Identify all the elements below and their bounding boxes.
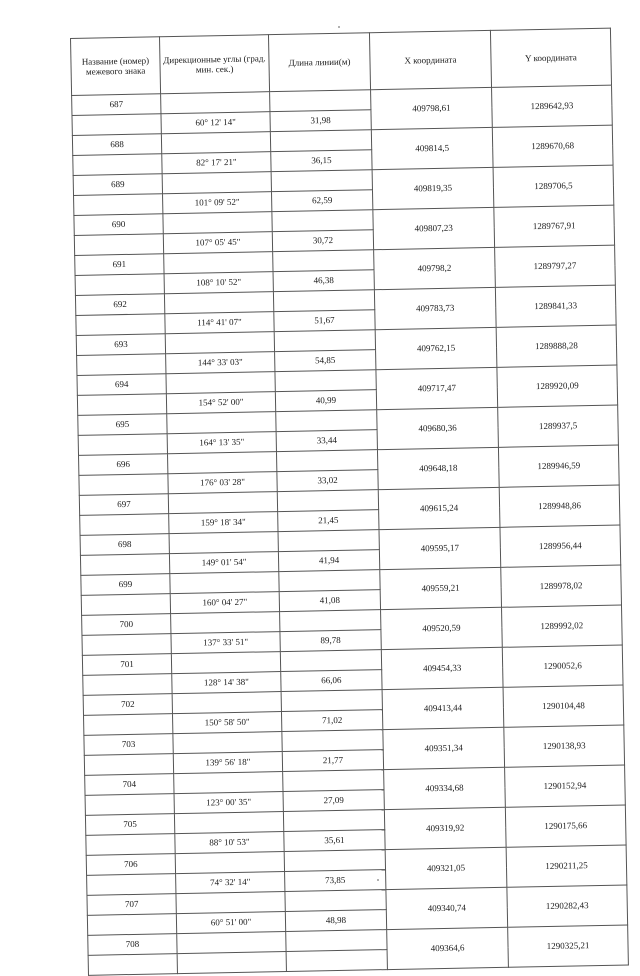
empty-cell	[272, 210, 373, 232]
direction-angle: 101° 09' 52"	[163, 192, 272, 214]
y-coordinate: 1289670,68	[492, 125, 613, 167]
x-coordinate: 409814,5	[371, 127, 493, 169]
point-name: 690	[74, 214, 163, 236]
point-name: 704	[85, 774, 174, 796]
y-coordinate: 1289797,27	[495, 245, 616, 287]
y-coordinate: 1289888,28	[496, 325, 617, 367]
empty-cell	[271, 170, 372, 192]
line-length: 30,72	[272, 230, 373, 252]
direction-angle: 123° 00' 35"	[174, 792, 283, 814]
empty-cell	[285, 890, 386, 912]
point-name: 706	[86, 854, 175, 876]
empty-cell	[175, 852, 284, 874]
direction-angle: 160° 04' 27"	[170, 592, 279, 614]
line-length: 31,98	[270, 110, 371, 132]
point-name: 687	[72, 94, 161, 116]
empty-cell	[84, 714, 173, 736]
direction-angle: 154° 52' 00"	[166, 392, 275, 414]
x-coordinate: 409595,17	[379, 527, 501, 569]
empty-cell	[167, 452, 276, 474]
empty-cell	[79, 474, 168, 496]
direction-angle: 88° 10' 53"	[175, 832, 284, 854]
direction-angle: 150° 58' 50"	[172, 712, 281, 734]
x-coordinate: 409321,05	[385, 847, 507, 889]
empty-cell	[88, 954, 177, 976]
point-name: 693	[76, 334, 165, 356]
line-length: 21,45	[278, 510, 379, 532]
empty-cell	[286, 930, 387, 952]
empty-cell	[75, 274, 164, 296]
empty-cell	[164, 252, 273, 274]
x-coordinate: 409717,47	[376, 367, 498, 409]
empty-cell	[73, 154, 162, 176]
header-length: Длина линии(м)	[268, 33, 370, 92]
line-length: 33,02	[277, 470, 378, 492]
line-length: 21,77	[282, 750, 383, 772]
empty-cell	[84, 754, 173, 776]
y-coordinate: 1289706,5	[493, 165, 614, 207]
empty-cell	[74, 234, 163, 256]
y-coordinate: 1290282,43	[507, 885, 628, 927]
empty-cell	[278, 530, 379, 552]
y-coordinate: 1289937,5	[498, 405, 619, 447]
point-name: 691	[75, 254, 164, 276]
y-coordinate: 1289948,86	[499, 485, 620, 527]
point-name: 694	[77, 374, 166, 396]
empty-cell	[171, 652, 280, 674]
line-length: 48,98	[285, 910, 386, 932]
direction-angle: 149° 01' 54"	[169, 552, 278, 574]
line-length: 66,06	[281, 670, 382, 692]
direction-angle: 159° 18' 34"	[169, 512, 278, 534]
y-coordinate: 1289920,09	[497, 365, 618, 407]
empty-cell	[281, 690, 382, 712]
empty-cell	[275, 370, 376, 392]
empty-cell	[270, 90, 371, 112]
direction-angle: 137° 33' 51"	[171, 632, 280, 654]
direction-angle: 164° 13' 35"	[167, 432, 276, 454]
point-name: 701	[82, 654, 171, 676]
empty-cell	[280, 610, 381, 632]
direction-angle: 176° 03' 28"	[168, 472, 277, 494]
point-name: 703	[84, 734, 173, 756]
empty-cell	[80, 554, 169, 576]
x-coordinate: 409351,34	[383, 727, 505, 769]
empty-cell	[286, 950, 387, 972]
empty-cell	[162, 172, 271, 194]
empty-cell	[161, 132, 270, 154]
line-length: 73,85	[285, 870, 386, 892]
empty-cell	[276, 450, 377, 472]
direction-angle: 128° 14' 38"	[172, 672, 281, 694]
empty-cell	[280, 650, 381, 672]
y-coordinate: 1289956,44	[500, 525, 621, 567]
empty-cell	[161, 92, 270, 114]
header-name: Название (номер) межевого знака	[71, 37, 161, 96]
empty-cell	[167, 412, 276, 434]
x-coordinate: 409648,18	[377, 447, 499, 489]
table-body	[72, 85, 629, 975]
header-x: X координата	[369, 30, 491, 89]
line-length: 89,78	[280, 630, 381, 652]
empty-cell	[169, 532, 278, 554]
x-coordinate: 409762,15	[375, 327, 497, 369]
line-length: 35,61	[284, 830, 385, 852]
x-coordinate: 409680,36	[377, 407, 499, 449]
point-name: 699	[81, 574, 170, 596]
direction-angle: 108° 10' 52"	[164, 272, 273, 294]
empty-cell	[282, 730, 383, 752]
empty-cell	[166, 372, 275, 394]
empty-cell	[283, 770, 384, 792]
point-name: 700	[82, 614, 171, 636]
direction-angle: 60° 51' 00"	[176, 912, 285, 934]
y-coordinate: 1290152,94	[505, 765, 626, 807]
empty-cell	[85, 794, 174, 816]
empty-cell	[164, 292, 273, 314]
point-name: 689	[73, 174, 162, 196]
direction-angle: 60° 12' 14"	[161, 112, 270, 134]
point-name: 695	[78, 414, 167, 436]
empty-cell	[87, 874, 176, 896]
empty-cell	[72, 114, 161, 136]
empty-cell	[77, 354, 166, 376]
empty-cell	[86, 834, 175, 856]
empty-cell	[87, 914, 176, 936]
point-name: 692	[75, 294, 164, 316]
line-length: 41,08	[279, 590, 380, 612]
empty-cell	[173, 732, 282, 754]
direction-angle: 139° 56' 18"	[173, 752, 282, 774]
y-coordinate: 1290211,25	[506, 845, 627, 887]
line-length: 36,15	[271, 150, 372, 172]
point-name: 708	[88, 934, 177, 956]
x-coordinate: 409319,92	[384, 807, 506, 849]
y-coordinate: 1289841,33	[495, 285, 616, 327]
line-length: 71,02	[281, 710, 382, 732]
empty-cell	[171, 612, 280, 634]
empty-cell	[80, 514, 169, 536]
empty-cell	[277, 490, 378, 512]
point-name: 698	[80, 534, 169, 556]
scan-speck	[338, 26, 340, 28]
point-name: 705	[85, 814, 174, 836]
x-coordinate: 409807,23	[373, 207, 495, 249]
direction-angle: 74° 32' 14"	[176, 872, 285, 894]
y-coordinate: 1290104,48	[503, 685, 624, 727]
empty-cell	[170, 572, 279, 594]
x-coordinate: 409615,24	[378, 487, 500, 529]
empty-cell	[276, 410, 377, 432]
x-coordinate: 409798,2	[374, 247, 496, 289]
line-length: 27,09	[283, 790, 384, 812]
empty-cell	[77, 394, 166, 416]
empty-cell	[279, 570, 380, 592]
document-sheet	[70, 28, 620, 954]
point-name: 707	[87, 894, 176, 916]
empty-cell	[74, 194, 163, 216]
point-name: 696	[79, 454, 168, 476]
y-coordinate: 1290138,93	[504, 725, 625, 767]
y-coordinate: 1289978,02	[501, 565, 622, 607]
empty-cell	[273, 290, 374, 312]
point-name: 702	[83, 694, 172, 716]
empty-cell	[82, 634, 171, 656]
direction-angle: 114° 41' 07"	[165, 312, 274, 334]
x-coordinate: 409364,6	[387, 927, 509, 969]
empty-cell	[283, 810, 384, 832]
direction-angle: 144° 33' 03"	[166, 352, 275, 374]
x-coordinate: 409334,68	[384, 767, 506, 809]
point-name: 697	[79, 494, 168, 516]
direction-angle: 82° 17' 21"	[162, 152, 271, 174]
empty-cell	[176, 892, 285, 914]
y-coordinate: 1289767,91	[494, 205, 615, 247]
y-coordinate: 1289992,02	[502, 605, 623, 647]
x-coordinate: 409819,35	[372, 167, 494, 209]
line-length: 54,85	[275, 350, 376, 372]
empty-cell	[273, 250, 374, 272]
empty-cell	[174, 812, 283, 834]
x-coordinate: 409798,61	[371, 87, 493, 129]
x-coordinate: 409340,74	[386, 887, 508, 929]
empty-cell	[177, 932, 286, 954]
empty-cell	[81, 594, 170, 616]
empty-cell	[274, 330, 375, 352]
point-name: 688	[72, 134, 161, 156]
empty-cell	[76, 314, 165, 336]
x-coordinate: 409783,73	[374, 287, 496, 329]
empty-cell	[165, 332, 274, 354]
line-length: 41,94	[278, 550, 379, 572]
line-length: 46,38	[273, 270, 374, 292]
empty-cell	[174, 772, 283, 794]
empty-cell	[168, 492, 277, 514]
y-coordinate: 1290052,6	[502, 645, 623, 687]
boundary-coordinates-table	[70, 28, 629, 976]
x-coordinate: 409520,59	[381, 607, 503, 649]
direction-angle: 107° 05' 45"	[163, 232, 272, 254]
empty-cell	[270, 130, 371, 152]
x-coordinate: 409454,33	[381, 647, 503, 689]
empty-cell	[163, 212, 272, 234]
empty-cell	[78, 434, 167, 456]
line-length: 62,59	[271, 190, 372, 212]
empty-cell	[83, 674, 172, 696]
empty-cell	[284, 850, 385, 872]
line-length: 40,99	[275, 390, 376, 412]
table-header-row	[71, 28, 612, 95]
empty-cell	[172, 692, 281, 714]
x-coordinate: 409559,21	[380, 567, 502, 609]
line-length: 51,67	[274, 310, 375, 332]
y-coordinate: 1290325,21	[508, 925, 629, 967]
header-y: Y координата	[490, 28, 611, 87]
y-coordinate: 1290175,66	[505, 805, 626, 847]
y-coordinate: 1289642,93	[492, 85, 613, 127]
empty-cell	[177, 952, 286, 974]
y-coordinate: 1289946,59	[498, 445, 619, 487]
header-angles: Дирекционные углы (град. мин. сек.)	[159, 35, 269, 94]
x-coordinate: 409413,44	[382, 687, 504, 729]
scan-speck	[377, 879, 379, 881]
line-length: 33,44	[276, 430, 377, 452]
